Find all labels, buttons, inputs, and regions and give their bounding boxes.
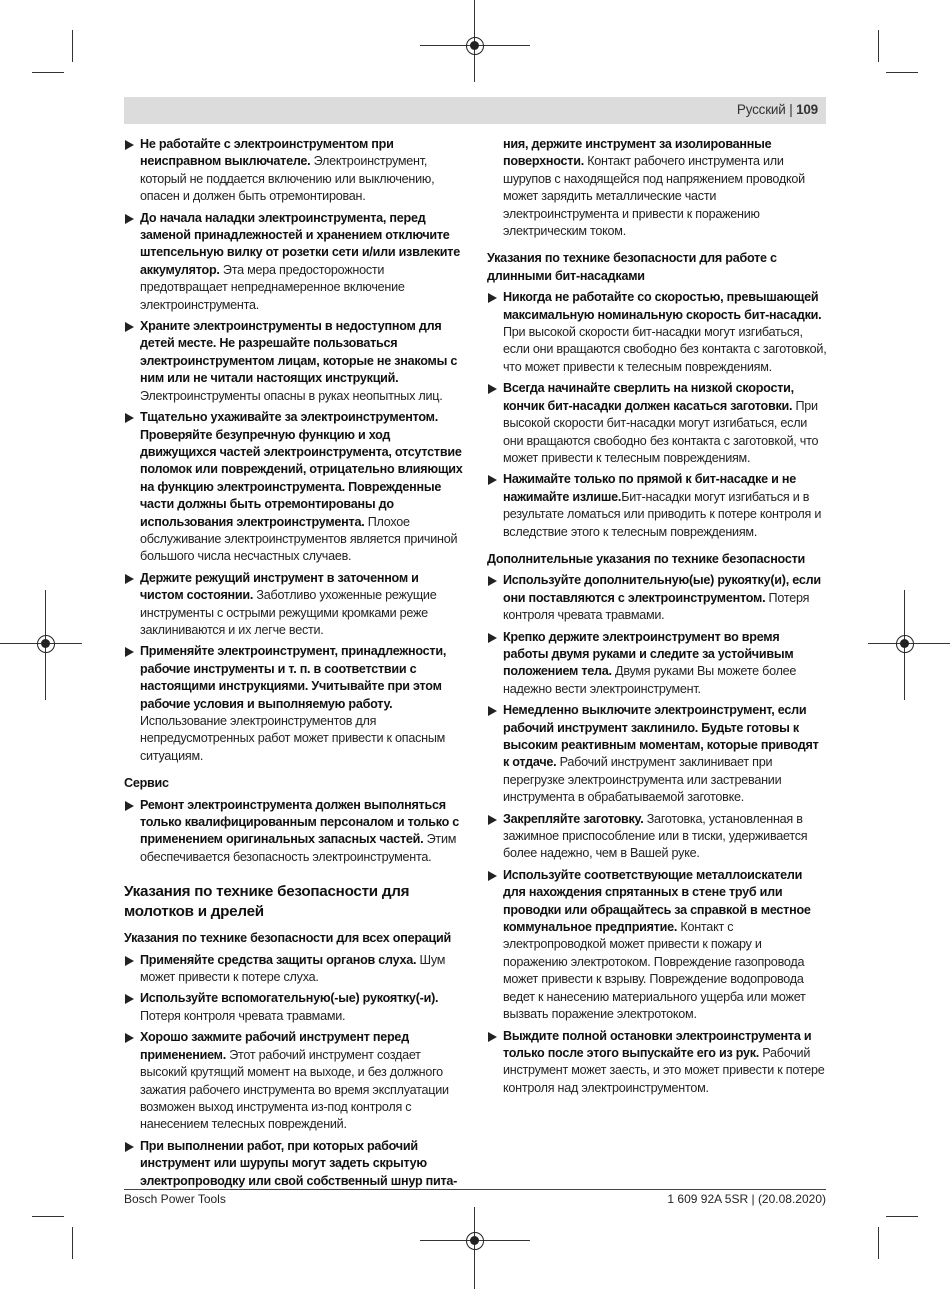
bullet-arrow-icon [125, 1142, 134, 1152]
section-subheading: Сервис [124, 776, 169, 791]
item-text: Этот рабочий инструмент создает высокий крутящий момент на выходе, и без должного зажатия рабочего инструмента во время эксплуатации возможен выход инструмента из-под контроля с нанесением телесных повреждений. [140, 1047, 449, 1132]
item-bold-text: Закрепляйте заготовку. [503, 811, 644, 826]
bullet-arrow-icon [125, 647, 134, 657]
item-bold-text: Выждите полной остановки электроинструмента и только после этого выпускайте его из рук. [503, 1028, 812, 1060]
crop-mark [878, 30, 879, 62]
header-language: Русский [736, 102, 786, 117]
bullet-arrow-icon [125, 140, 134, 150]
registration-mark-icon [37, 635, 55, 653]
left-column [124, 136, 464, 1194]
item-text: Электроинструменты опасны в руках неопытных лиц. [140, 388, 443, 403]
list-item [124, 210, 464, 314]
item-text: При высокой скорости бит-насадки могут изгибаться, если они вращаются свободно без контакта с заготовкой, что может привести к телесным повреждениям. [503, 398, 819, 465]
list-item [124, 1138, 464, 1190]
bullet-arrow-icon [488, 576, 497, 586]
list-item [124, 318, 464, 405]
item-bold-text: ния, держите инструмент за изолированные поверхности. [503, 137, 772, 169]
item-bold-text: Ремонт электроинструмента должен выполняться только квалифицированным персоналом и только с применением оригинальных запасных частей. [140, 797, 460, 847]
section-subheading: Указания по технике безопасности для работе с длинными бит-насадками [487, 251, 777, 283]
item-bold-text: Используйте вспомогательную(-ые) рукоятку(-и). [140, 991, 439, 1006]
bullet-arrow-icon [125, 574, 134, 584]
item-bold-text: Используйте дополнительную(ые) рукоятку(и), если они поставляются с электроинструментом. [503, 573, 821, 605]
bullet-arrow-icon [488, 475, 497, 485]
header-label [737, 102, 818, 117]
item-text: Рабочий инструмент может заесть, и это может привести к потере контроля над электроинструментом. [503, 1045, 825, 1095]
list-item [487, 1028, 827, 1098]
list-item [487, 867, 827, 1024]
bullet-arrow-icon [125, 801, 134, 811]
list-item [124, 409, 464, 566]
item-bold-text: Немедленно выключите электроинструмент, если рабочий инструмент заклинило. Будьте готовы к высоким реактивным моментам, которые приводят к отдаче. [503, 703, 819, 770]
item-text: Потеря контроля чревата травмами. [503, 590, 810, 623]
page-header [124, 97, 826, 124]
bullet-arrow-icon [125, 413, 134, 423]
item-text: Этим обеспечивается безопасность электроинструмента. [140, 832, 457, 864]
item-bold-text: До начала наладки электроинструмента, перед заменой принадлежностей и хранением отключите штепсельную вилку от розетки сети и/или извлеките аккумулятор. [140, 210, 460, 277]
list-item [124, 643, 464, 765]
item-text: Бит-насадки могут изгибаться и в результате ломаться или приводить к потере контроля и вследствие этого к телесным повреждениям. [503, 489, 822, 539]
item-bold-text: Применяйте электроинструмент, принадлежности, рабочие инструменты и т. п. в соответствии с настоящими инструкциями. Учитывайте при этом рабочие условия и выполняемую работу. [140, 644, 447, 711]
item-bold-text: При выполнении работ, при которых рабочий инструмент или шурупы могут задеть скрытую электропроводку или свой собственный шнур пита- [140, 1138, 458, 1188]
bullet-arrow-icon [488, 384, 497, 394]
list-item [487, 811, 827, 863]
footer-divider [124, 1189, 826, 1190]
section-subheading: Дополнительные указания по технике безопасности [487, 551, 805, 566]
item-text: Использование электроинструментов для непредусмотренных работ может привести к опасным ситуациям. [140, 714, 446, 763]
section-heading: Указания по технике безопасности для молотков и дрелей [124, 883, 410, 921]
item-bold-text: Не работайте с электроинструментом при неисправном выключателе. [140, 137, 394, 169]
item-bold-text: Крепко держите электроинструмент во время работы двумя руками и следите за устойчивым положением тела. [503, 629, 794, 679]
item-bold-text: Храните электроинструменты в недоступном для детей месте. Не разрешайте пользоваться электроинструментом лицам, которые не знакомы с ним или не читали настоящих инструкций. [140, 319, 458, 386]
bullet-arrow-icon [125, 1033, 134, 1043]
crop-mark [72, 1227, 73, 1259]
bullet-arrow-icon [488, 1032, 497, 1042]
item-bold-text: Всегда начинайте сверлить на низкой скорости, кончик бит-насадки должен касаться заготовки. [503, 381, 794, 413]
crop-mark [32, 1216, 64, 1217]
item-text: Рабочий инструмент заклинивает при перегрузке электроинструмента или застревании инструмента в обрабатываемой заготовке. [503, 755, 782, 805]
list-item-continuation [487, 136, 827, 240]
registration-mark-icon [896, 635, 914, 653]
bullet-arrow-icon [488, 293, 497, 303]
right-column [487, 136, 827, 1101]
list-item [124, 1029, 464, 1133]
list-item [124, 136, 464, 206]
crop-mark [886, 72, 918, 73]
item-bold-text: Никогда не работайте со скоростью, превышающей максимальную номинальную скорость бит-насадки. [503, 290, 822, 322]
list-item [124, 952, 464, 987]
bullet-arrow-icon [488, 706, 497, 716]
bullet-arrow-icon [488, 871, 497, 881]
bullet-arrow-icon [488, 815, 497, 825]
footer-doc-id: 1 609 92A 5SR | (20.08.2020) [667, 1192, 826, 1206]
footer-brand: Bosch Power Tools [124, 1192, 226, 1206]
item-text: Эта мера предосторожности предотвращает непреднамеренное включение электроинструмента. [140, 262, 405, 312]
item-bold-text: Нажимайте только по прямой к бит-насадке и не нажимайте излише. [503, 472, 797, 504]
bullet-arrow-icon [125, 214, 134, 224]
item-bold-text: Тщательно ухаживайте за электроинструментом. Проверяйте безупречную функцию и ход движущихся частей электроинструмента, отсутствие поломок или повреждений, отрицательно влияющих на функцию электроинструмента. Поврежденные части должны быть отремонтированы до использования электроинструмента. [140, 410, 463, 529]
item-text: Двумя руками Вы можете более надежно вести электроинструмент. [503, 664, 797, 696]
list-item [487, 629, 827, 699]
list-item [487, 380, 827, 467]
crop-mark [32, 72, 64, 73]
item-text: Шум может привести к потере слуха. [140, 952, 446, 985]
item-bold-text: Хорошо зажмите рабочий инструмент перед применением. [140, 1030, 409, 1062]
page-number: 109 [796, 102, 818, 117]
item-text: Контакт рабочего инструмента или шурупов с находящейся под напряжением проводкой может зарядить металлические части электроинструмента и привести к поражению электрическим током. [503, 154, 805, 239]
item-text: Потеря контроля чревата травмами. [140, 1008, 346, 1023]
bullet-arrow-icon [125, 322, 134, 332]
bullet-arrow-icon [488, 633, 497, 643]
item-text: Заботливо ухоженные режущие инструменты с острыми режущими кромками реже заклиниваются и их легче вести. [140, 588, 437, 637]
item-bold-text: Используйте соответствующие металлоискатели для нахождения спрятанных в стене труб или проводки или обращайтесь за справкой в местное коммунальное предприятие. [503, 867, 811, 935]
item-text: Контакт с электропроводкой может привести к пожару и поражению электротоком. Повреждение газопровода может привести к взрыву. Повреждение водопровода ведет к нанесению материального ущерба или может вызвать поражение электротоком. [503, 920, 806, 1022]
list-item [487, 702, 827, 806]
list-item [487, 572, 827, 624]
crop-mark [878, 1227, 879, 1259]
bullet-arrow-icon [125, 956, 134, 966]
item-text: При высокой скорости бит-насадки могут изгибаться, если они вращаются свободно без контакта с заготовкой, что может привести к телесным повреждениям. [503, 325, 827, 374]
item-bold-text: Держите режущий инструмент в заточенном и чистом состоянии. [140, 570, 419, 603]
crop-mark [886, 1216, 918, 1217]
list-item [124, 990, 464, 1025]
bullet-arrow-icon [125, 994, 134, 1004]
list-item [487, 471, 827, 541]
section-subheading: Указания по технике безопасности для всех операций [124, 931, 451, 946]
item-text: Плохое обслуживание электроинструментов является причиной большого числа несчастных случаев. [140, 514, 458, 564]
registration-mark-icon [466, 37, 484, 55]
list-item [124, 797, 464, 867]
list-item [487, 289, 827, 376]
list-item [124, 570, 464, 640]
registration-mark-icon [466, 1232, 484, 1250]
item-text: Электроинструмент, который не поддается включению или выключению, опасен и должен быть отремонтирован. [140, 154, 435, 204]
crop-mark [72, 30, 73, 62]
item-bold-text: Применяйте средства защиты органов слуха. [140, 952, 417, 967]
header-separator: | [789, 102, 793, 117]
item-text: Заготовка, установленная в зажимное приспособление или в тиски, удерживается более надежно, чем в Вашей руке. [503, 811, 808, 861]
